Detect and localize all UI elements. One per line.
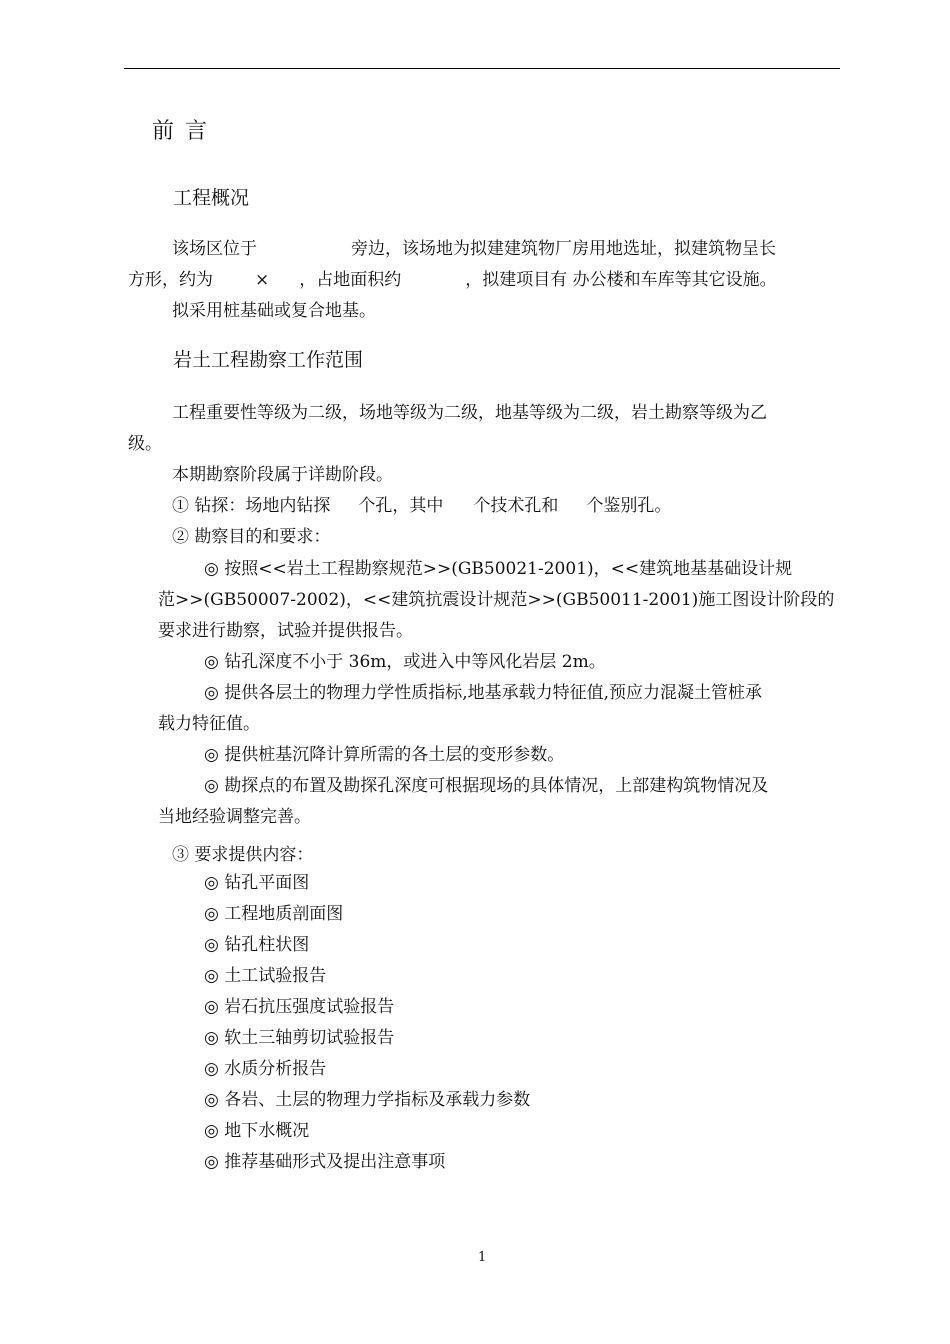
header-rule xyxy=(124,68,840,69)
item-text: 个鉴别孔。 xyxy=(586,496,672,516)
page-number: 1 xyxy=(478,1250,487,1265)
req-3-line-1: ◎ 提供各层土的物理力学性质指标,地基承载力特征值,预应力混凝土管桩承 xyxy=(204,683,763,703)
intro-line-3: 拟采用桩基础或复合地基。 xyxy=(172,301,376,321)
deliverable-item: ◎ 土工试验报告 xyxy=(204,966,327,986)
req-1-line-2: 范>>(GB50007-2002)，<<建筑抗震设计规范>>(GB50011-2001)施工图设计阶段的 xyxy=(158,590,835,610)
item-text: 个技术孔和 xyxy=(473,496,559,516)
item-deliverables: ③ 要求提供内容： xyxy=(172,845,314,865)
scope-line-1: 工程重要性等级为二级，场地等级为二级，地基等级为二级，岩土勘察等级为乙 xyxy=(172,403,767,423)
times-symbol: × xyxy=(255,270,270,290)
deliverable-item: ◎ 各岩、土层的物理力学指标及承载力参数 xyxy=(204,1090,531,1110)
item-drilling xyxy=(172,491,671,522)
item-text: 个孔，其中 xyxy=(358,496,444,516)
req-4: ◎ 提供桩基沉降计算所需的各土层的变形参数。 xyxy=(204,745,565,765)
req-5-line-2: 当地经验调整完善。 xyxy=(158,807,311,827)
deliverable-item: ◎ 水质分析报告 xyxy=(204,1059,327,1079)
deliverable-item: ◎ 软土三轴剪切试验报告 xyxy=(204,1028,395,1048)
intro-line-2 xyxy=(128,265,777,296)
req-1-line-1: ◎ 按照<<岩土工程勘察规范>>(GB50021-2001)，<<建筑地基基础设计规 xyxy=(204,559,793,579)
deliverable-item: ◎ 推荐基础形式及提出注意事项 xyxy=(204,1152,446,1172)
scope-line-2: 级。 xyxy=(128,434,162,454)
item-text: ① 钻探：场地内钻探 xyxy=(172,496,331,516)
req-2: ◎ 钻孔深度不小于 36m，或进入中等风化岩层 2m。 xyxy=(204,652,606,672)
intro-text: 该场区位于 xyxy=(172,239,257,259)
req-3-line-2: 载力特征值。 xyxy=(158,714,260,734)
intro-text: ，拟建项目有 办公楼和车库等其它设施。 xyxy=(465,270,777,290)
req-5-line-1: ◎ 勘探点的布置及勘探孔深度可根据现场的具体情况，上部建构筑物情况及 xyxy=(204,776,769,796)
intro-text: 方形，约为 xyxy=(128,270,213,290)
deliverable-item: ◎ 钻孔柱状图 xyxy=(204,935,310,955)
deliverable-item: ◎ 工程地质剖面图 xyxy=(204,904,344,924)
intro-text: 旁边，该场地为拟建建筑物厂房用地选址，拟建筑物呈长 xyxy=(351,239,776,259)
section-heading-scope: 岩土工程勘察工作范围 xyxy=(173,349,364,371)
deliverable-item: ◎ 岩石抗压强度试验报告 xyxy=(204,997,395,1017)
section-heading-overview: 工程概况 xyxy=(173,187,250,209)
item-requirements: ② 勘察目的和要求： xyxy=(172,527,331,547)
intro-text: ，占地面积约 xyxy=(299,270,402,290)
stage-line: 本期勘察阶段属于详勘阶段。 xyxy=(172,465,393,485)
intro-line-1 xyxy=(172,234,776,265)
page-title: 前 言 xyxy=(152,119,209,144)
deliverable-item: ◎ 钻孔平面图 xyxy=(204,873,310,893)
req-1-line-3: 要求进行勘察，试验并提供报告。 xyxy=(158,621,413,641)
deliverable-item: ◎ 地下水概况 xyxy=(204,1121,310,1141)
